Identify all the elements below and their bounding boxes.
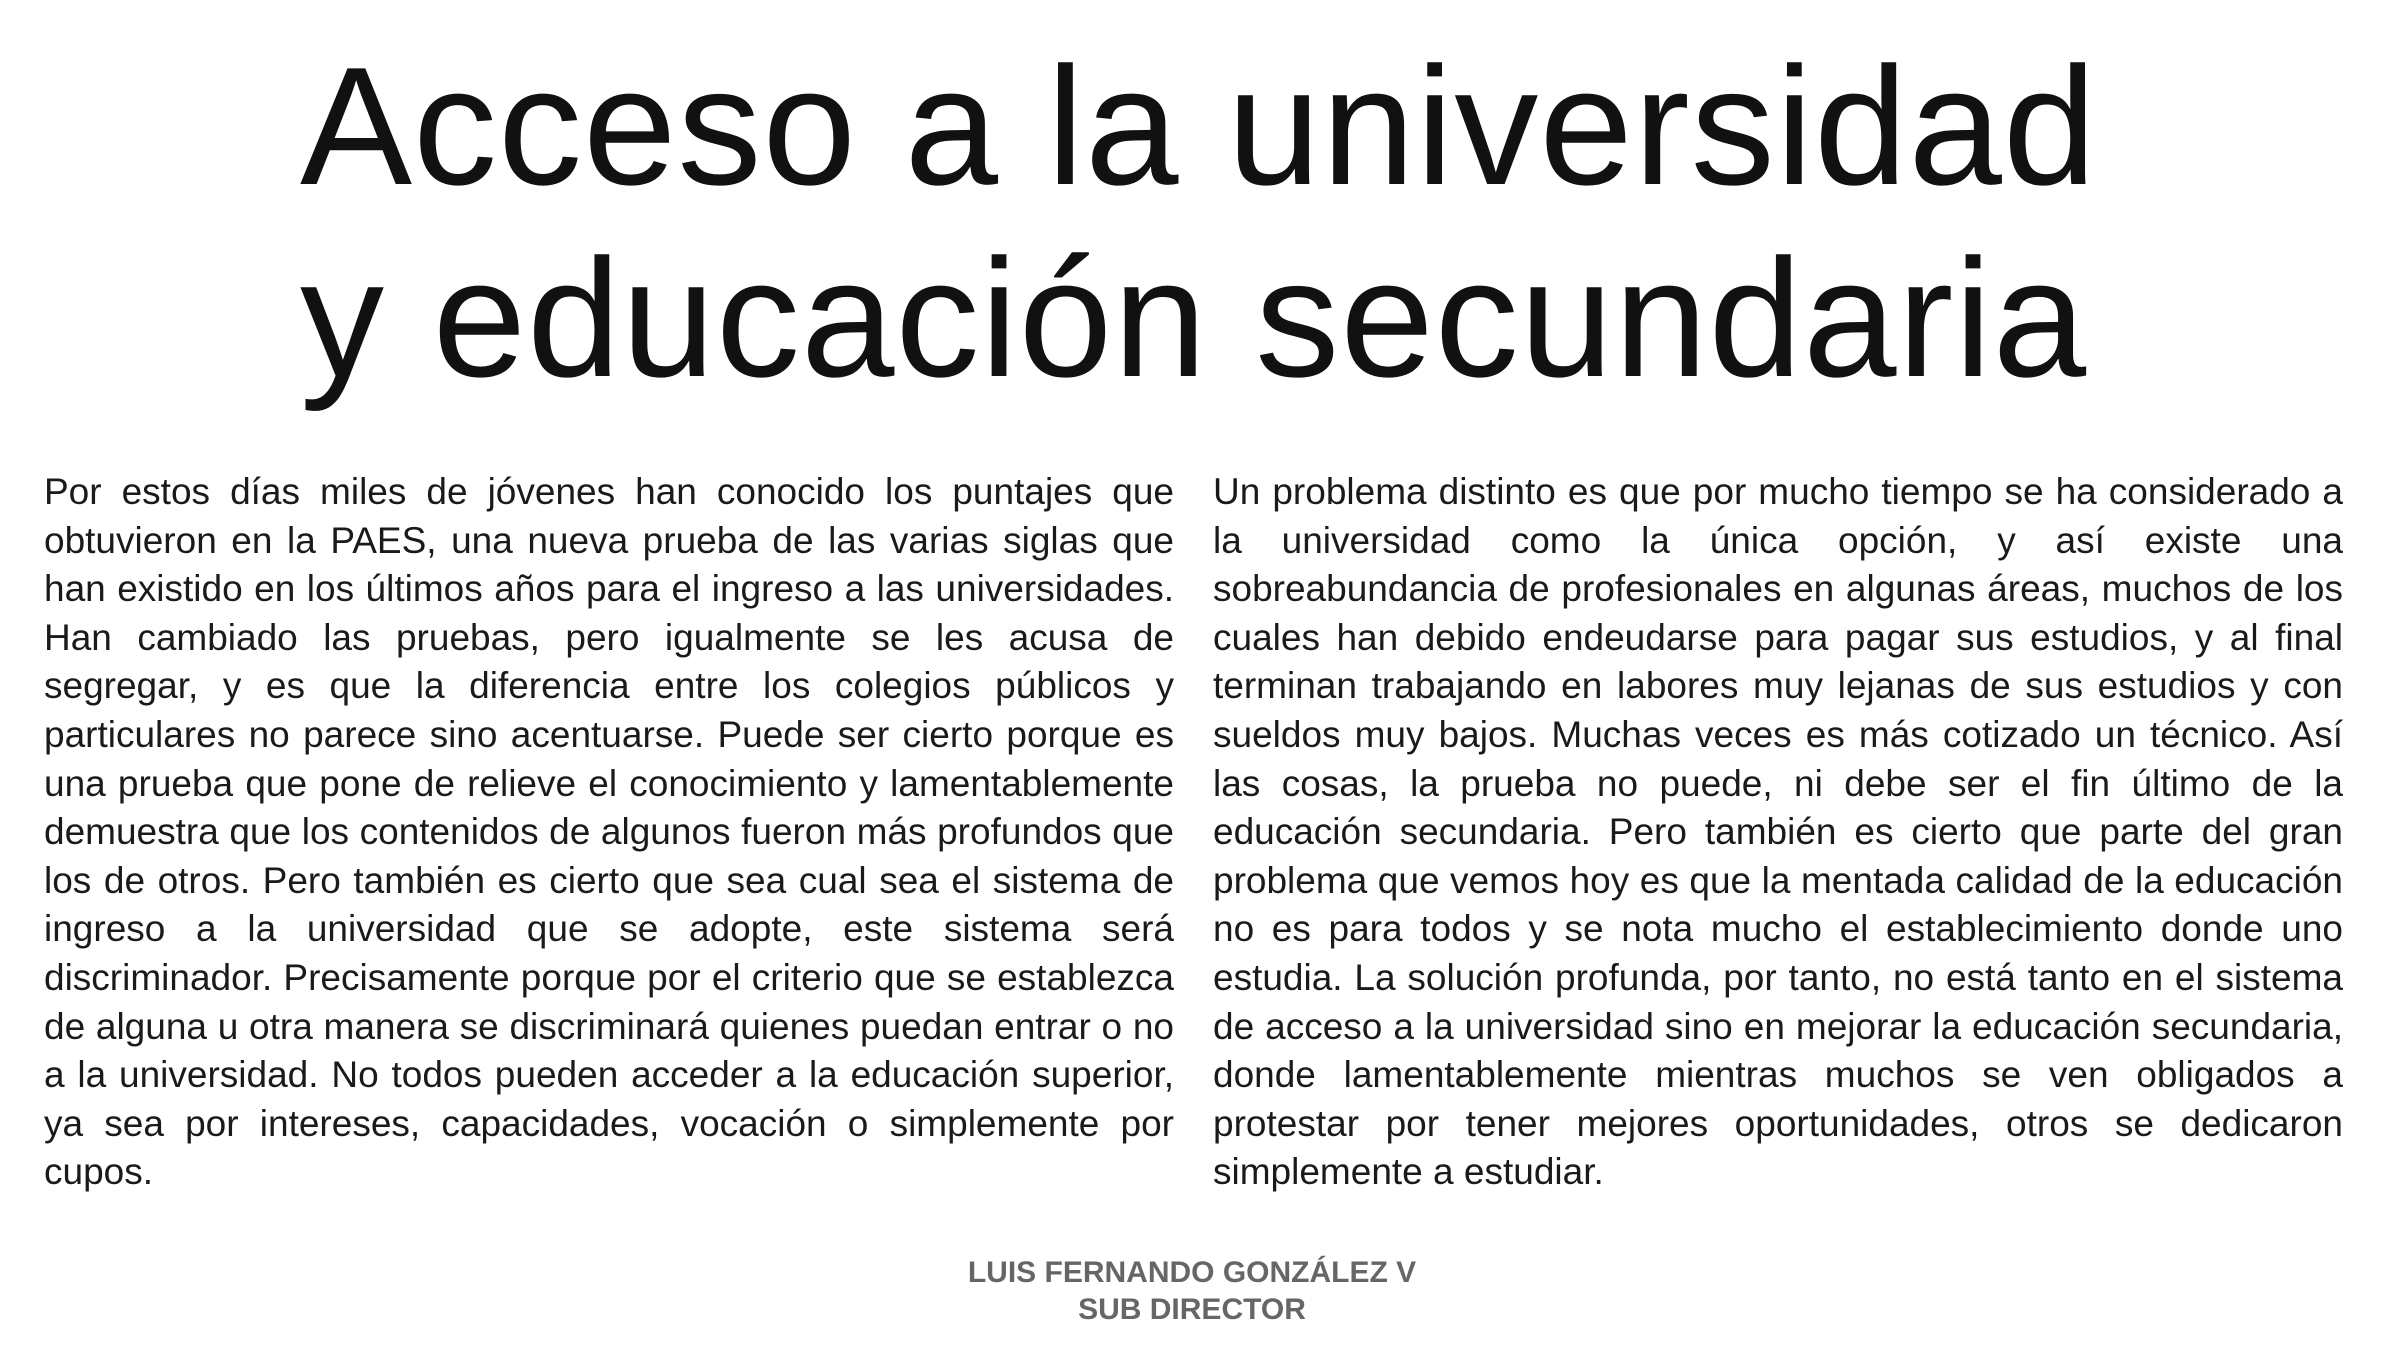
headline [300,30,2098,414]
body-column-right: Un problema distinto es que por mucho tiempo se ha considerado a la universidad como la única opción, y así existe una sobreabundancia de profesionales en algunas áreas, muchos de los cuales han debido endeudarse para pagar sus estudios, y al final terminan trabajando en labores muy lejanas de sus estudios y con sueldos muy bajos. Muchas veces es más cotizado un técnico. Así las cosas, la prueba no puede, ni debe ser el fin último de la educación secundaria. Pero también es cierto que parte del gran problema que vemos hoy es que la mentada calidad de la educación no es para todos y se nota mucho el establecimiento donde uno estudia. La solución profunda, por tanto, no está tanto en el sistema de acceso a la universidad sino en mejorar la educación secundaria, donde lamentablemente mientras muchos se ven obligados a protestar por tener mejores oportunidades, otros se dedicaron simplemente a estudiar. [1213,471,2343,1193]
byline-role: SUB DIRECTOR [1078,1293,1306,1326]
headline-line-2: y educación secundaria [300,224,2088,412]
byline [0,1254,2384,1328]
body-column-left: Por estos días miles de jóvenes han conocido los puntajes que obtuvieron en la PAES, una nueva prueba de las varias siglas que han existido en los últimos años para el ingreso a las universidades. Han cambiado las pruebas, pero igualmente se les acusa de segregar, y es que la diferencia entre los colegios públicos y particulares no parece sino acentuarse. Puede ser cierto porque es una prueba que pone de relieve el conocimiento y lamentablemente demuestra que los contenidos de algunos fueron más profundos que los de otros. Pero también es cierto que sea cual sea el sistema de ingreso a la universidad que se adopte, este sistema será discriminador. Precisamente porque por el criterio que se establezca de alguna u otra manera se discriminará quienes puedan entrar o no a la universidad. No todos pueden acceder a la educación superior, ya sea por intereses, capacidades, vocación o simplemente por cupos. [44,471,1174,1193]
byline-author: LUIS FERNANDO GONZÁLEZ V [967,1256,1417,1289]
headline-line-1: Acceso a la universidad [300,32,2098,220]
